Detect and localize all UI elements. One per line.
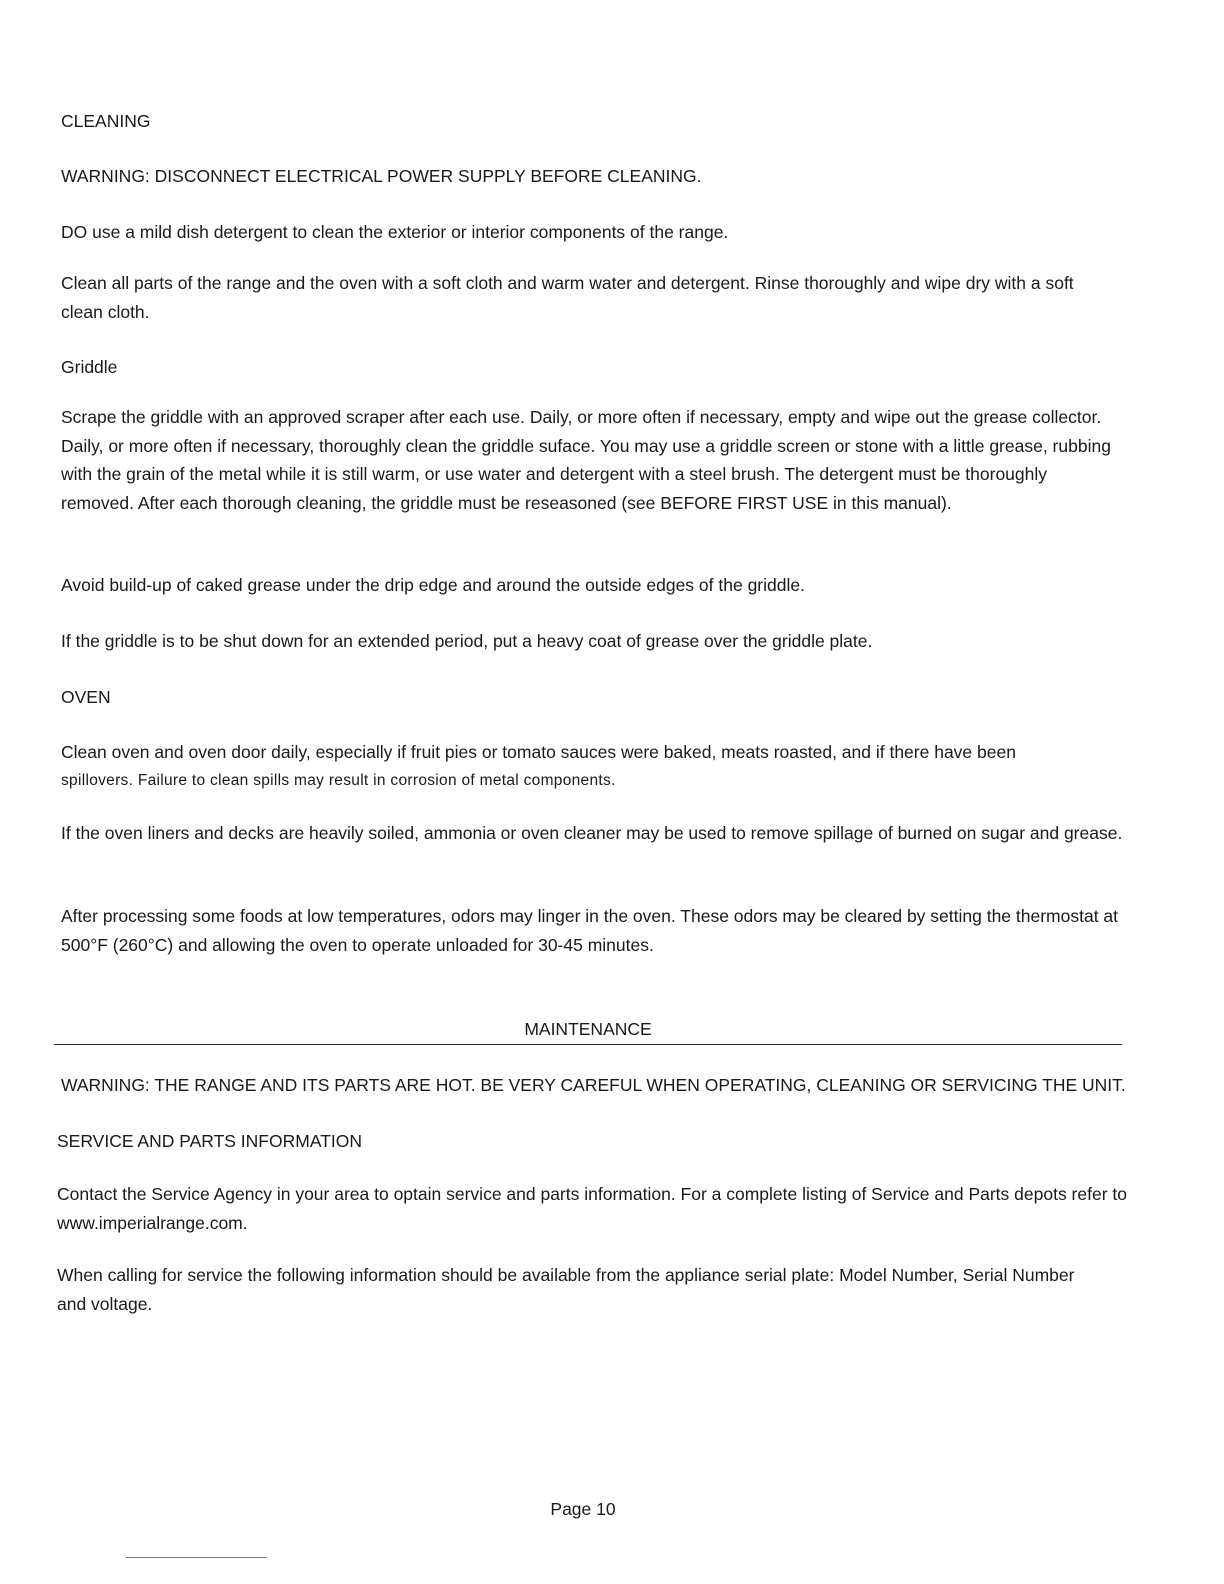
oven-daily-line-1: Clean oven and oven door daily, especially if fruit pies or tomato sauces were baked, meats roasted, and if there have been [61, 742, 1016, 762]
footer-blue-line [126, 1557, 267, 1558]
detergent-paragraph: DO use a mild dish detergent to clean the exterior or interior components of the range. [61, 222, 729, 242]
service-parts-heading: SERVICE AND PARTS INFORMATION [57, 1131, 363, 1151]
griddle-heading: Griddle [61, 357, 118, 377]
contact-paragraph: Contact the Service Agency in your area to optain service and parts information. For a complete listing of Service and Parts depots refer to www.imperialrange.com. [57, 1184, 1127, 1233]
maintenance-warning: WARNING: THE RANGE AND ITS PARTS ARE HOT. BE VERY CAREFUL WHEN OPERATING, CLEANING OR SERVICING THE UNIT. [61, 1075, 1126, 1095]
oven-daily-paragraph [61, 738, 1141, 795]
maintenance-divider [54, 1044, 1122, 1045]
maintenance-heading: MAINTENANCE [524, 1019, 652, 1039]
griddle-avoid-paragraph: Avoid build-up of caked grease under the drip edge and around the outside edges of the griddle. [61, 575, 805, 595]
clean-all-paragraph: Clean all parts of the range and the oven with a soft cloth and warm water and detergent. Rinse thoroughly and wipe dry with a soft clean cloth. [61, 273, 1074, 322]
oven-heading: OVEN [61, 687, 111, 707]
griddle-shutdown-paragraph: If the griddle is to be shut down for an extended period, put a heavy coat of grease over the griddle plate. [61, 631, 873, 651]
cleaning-warning: WARNING: DISCONNECT ELECTRICAL POWER SUPPLY BEFORE CLEANING. [61, 166, 702, 186]
page-number: Page 10 [550, 1499, 616, 1519]
calling-paragraph: When calling for service the following information should be available from the appliance serial plate: Model Number, Serial Number and voltage. [57, 1265, 1075, 1314]
oven-daily-line-2: spillovers. Failure to clean spills may result in corrosion of metal components. [61, 771, 616, 789]
cleaning-heading: CLEANING [61, 111, 151, 131]
oven-odors-paragraph: After processing some foods at low temperatures, odors may linger in the oven. These odors may be cleared by setting the thermostat at 500°F (260°C) and allowing the oven to operate unloaded for 30-45 minutes. [61, 906, 1119, 955]
griddle-scrape-paragraph: Scrape the griddle with an approved scraper after each use. Daily, or more often if necessary, empty and wipe out the grease collector. Daily, or more often if necessary, thoroughly clean the griddle suface. You may use a griddle screen or stone with a little grease, rubbing with the grain of the metal while it is still warm, or use water and detergent with a steel brush. The detergent must be thoroughly removed. After each thorough cleaning, the griddle must be reseasoned (see BEFORE FIRST USE in this manual). [61, 407, 1111, 513]
oven-soiled-paragraph: If the oven liners and decks are heavily soiled, ammonia or oven cleaner may be used to remove spillage of burned on sugar and grease. [61, 823, 1123, 843]
